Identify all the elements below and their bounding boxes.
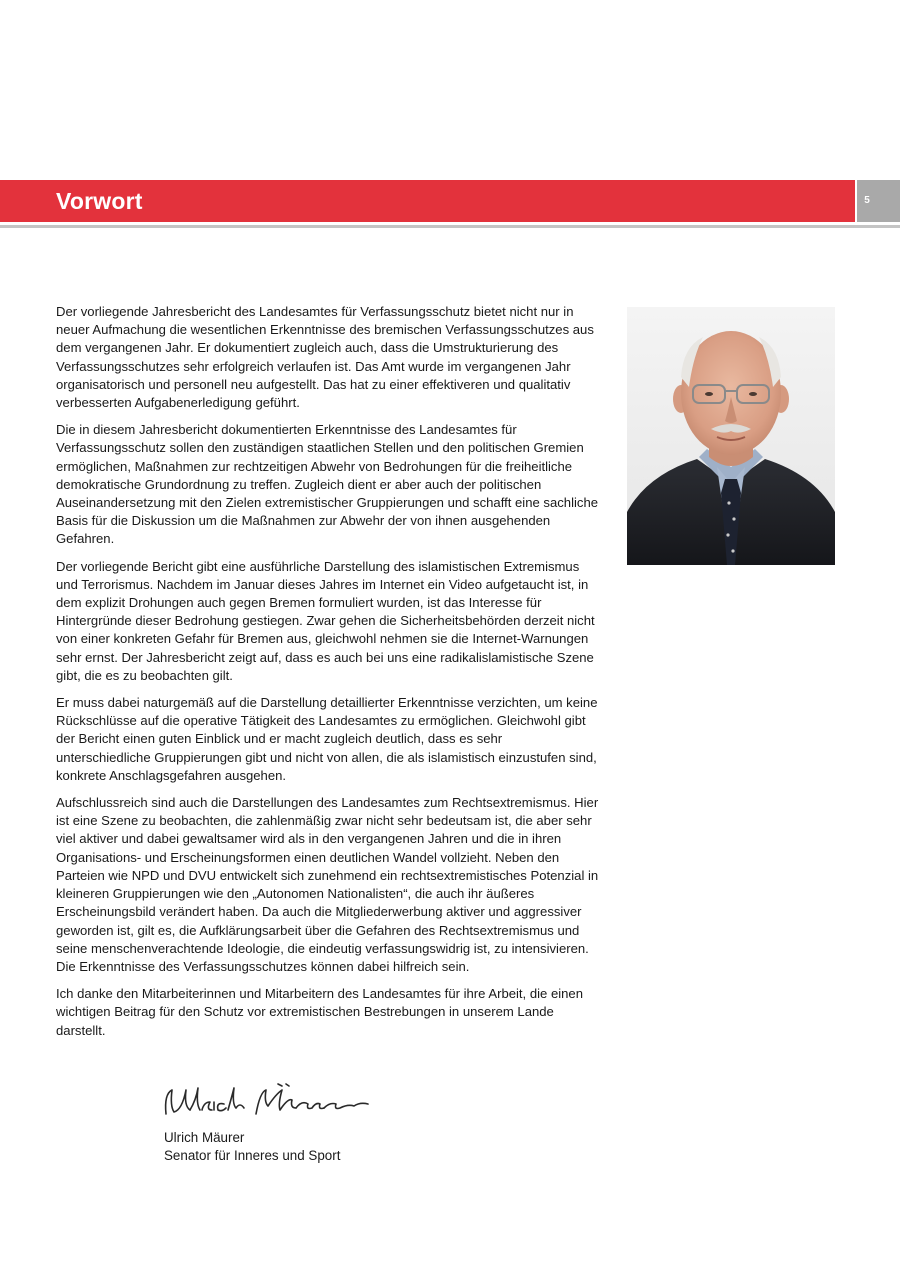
signatory-title: Senator für Inneres und Sport bbox=[164, 1148, 341, 1163]
paragraph: Der vorliegende Jahresbericht des Landesamtes für Verfassungsschutz bietet nicht nur in neuer Aufmachung die wesentlichen Erkenntnisse des bremischen Verfassungsschutzes aus dem vergangenen Jahr. Er dokumentiert zugleich auch, dass die Umstrukturierung des Verfassungsschutzes sehr erfolgreich verlaufen ist. Das Amt wurde im vergangenen Jahr organisatorisch und personell neu aufgestellt. Das hat zu einer effektiveren und qualitativ verbesserten Aufgabenerledigung geführt. bbox=[56, 304, 594, 411]
author-portrait bbox=[627, 307, 835, 565]
paragraph: Ich danke den Mitarbeiterinnen und Mitarbeitern des Landesamtes für ihre Arbeit, die einen wichtigen Beitrag für den Schutz vor extremistischen Bestrebungen in unserem Lande darstellt. bbox=[56, 986, 583, 1038]
page-number: 5 bbox=[864, 195, 870, 206]
foreword-text bbox=[56, 303, 600, 1049]
page-title: Vorwort bbox=[56, 188, 143, 214]
handwritten-signature bbox=[160, 1080, 375, 1128]
signatory-name: Ulrich Mäurer bbox=[164, 1130, 245, 1145]
paragraph: Er muss dabei naturgemäß auf die Darstellung detaillierter Erkenntnisse verzichten, um keine Rückschlüsse auf die operative Tätigkeit des Landesamtes zu ermöglichen. Gleichwohl gibt der Bericht einen guten Einblick und er macht zugleich deutlich, dass es sehr unterschiedliche Gruppierungen gibt und nicht von allen, die als islamistisch einzustufen sind, konkrete Anschlagsgefahren ausgehen. bbox=[56, 695, 598, 783]
paragraph: Der vorliegende Bericht gibt eine ausführliche Darstellung des islamistischen Extremismus und Terrorismus. Nachdem im Januar dieses Jahres im Internet ein Video aufgetaucht ist, in dem explizit Drohungen auch gegen Bremen formuliert wurden, ist das Interesse für Hintergründe dieser Bedrohung gestiegen. Zwar gehen die Sicherheitsbehörden derzeit nicht von einer konkreten Gefahr für Bremen aus, gleichwohl nehmen sie die Internet-Warnungen sehr ernst. Der Jahresbericht zeigt auf, dass es auch bei uns eine radikalislamistische Szene gibt, die es zu beobachten gilt. bbox=[56, 558, 595, 683]
header-divider bbox=[0, 225, 900, 228]
paragraph: Aufschlussreich sind auch die Darstellungen des Landesamtes zum Rechtsextremismus. Hier ist eine Szene zu beobachten, die zahlenmäßig zwar nicht sehr bedeutsam ist, die aber sehr viel aktiver und dabei gewaltsamer wird als in den vergangenen Jahren und die in ihren Organisations- und Erscheinungsformen einen deutlichen Wandel vollzieht. Neben den Parteien wie NPD und DVU entwickelt sich zunehmend ein rechtsextremistisches Potenzial in kleineren Gruppierungen wie den „Autonomen Nationalisten“, die auch ihr äußeres Erscheinungsbild verändert haben. Da auch die Mitgliederwerbung aktiver und aggressiver geworden ist, gilt es, die Aufklärungsarbeit über die Gefahren des Rechtsextremismus und seine menschenverachtende Ideologie, die eindeutig verfassungswidrig ist, zu intensivieren. Die Erkenntnisse des Verfassungsschutzes können dabei hilfreich sein. bbox=[56, 795, 599, 974]
paragraph: Die in diesem Jahresbericht dokumentierten Erkenntnisse des Landesamtes für Verfassungsschutz sollen den zuständigen staatlichen Stellen und den politischen Gremien ermöglichen, Maßnahmen zur rechtzeitigen Abwehr von Bedrohungen für die freiheitliche demokratische Grundordnung zu treffen. Zugleich dient er aber auch der politischen Auseinandersetzung mit den Zielen extremistischer Gruppierungen und schafft eine sachliche Basis für die Diskussion um die Maßnahmen zur Abwehr der von ihnen ausgehenden Gefahren. bbox=[56, 422, 599, 547]
